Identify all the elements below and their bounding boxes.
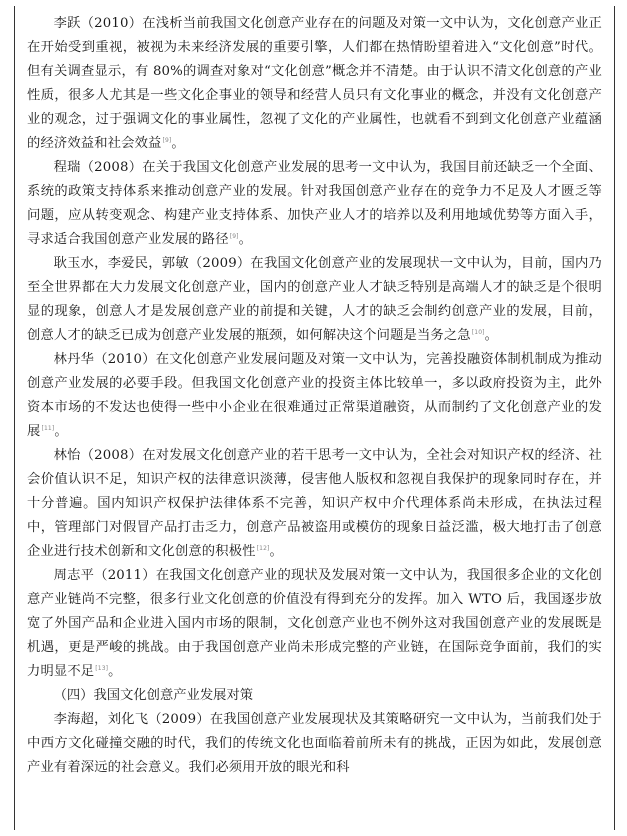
paragraph-zhouzhiping: 周志平（2011）在我国文化创意产业的现状及发展对策一文中认为，我国很多企业的文化创意产业链尚不完整，很多行业文化创意的价值没有得到充分的发挥。加入 WTO 后，我国逐步放宽了外国产品和企业进入国内市场的限制，文化创意产业也不例外这对我国创意产业的发展既是机遇，更是严峻的挑战。由于我国创意产业尚未形成完整的产业链，在国际竞争面前，我们的实力明显不足[13]。 bbox=[27, 568, 602, 679]
citation-ref: [9] bbox=[162, 136, 172, 144]
citation-ref: [12] bbox=[256, 544, 270, 552]
citation-ref: [10] bbox=[471, 328, 485, 336]
citation-ref: [13] bbox=[95, 664, 109, 672]
paragraph-liyue: 李跃（2010）在浅析当前我国文化创意产业存在的问题及对策一文中认为，文化创意产业正在开始受到重视，被视为未来经济发展的重要引擎，人们都在热情盼望着进入“文化创意”时代。但有关调查显示，有 80%的调查对象对“文化创意”概念并不清楚。由于认识不清文化创意的产业性质，很多人尤其是一些文化企事业的领导和经营人员只有文化事业的概念，并没有文化创意产业的观念，过于强调文化的事业属性，忽视了文化的产业属性，也就看不到到文化创意产业蕴涵的经济效益和社会效益[9]。 bbox=[27, 16, 602, 151]
document-page bbox=[14, 6, 615, 830]
paragraph-linyi: 林怡（2008）在对发展文化创意产业的若干思考一文中认为，全社会对知识产权的经济、社会价值认识不足，知识产权的法律意识淡薄，侵害他人版权和忽视自我保护的现象同时存在，并十分普遍。国内知识产权保护法律体系不完善，知识产权中介代理体系尚未形成，在执法过程中，管理部门对假冒产品打击乏力，创意产品被盗用或模仿的现象日益泛滥，极大地打击了创意企业进行技术创新和文化创意的积极性[12]。 bbox=[27, 448, 602, 559]
paragraph-gengyushui: 耿玉水，李爱民，郭敏（2009）在我国文化创意产业的发展现状一文中认为，目前，国内乃至全世界都在大力发展文化创意产业，国内的创意产业人才缺乏特别是高端人才的缺乏是个很明显的现象，创意人才是发展创意产业的前提和关键，人才的缺乏会制约创意产业的发展，目前，创意人才的缺乏已成为创意产业发展的瓶颈，如何解决这个问题是当务之急[10]。 bbox=[27, 256, 602, 343]
section-heading: （四）我国文化创意产业发展对策 bbox=[53, 688, 254, 703]
paragraph-chengrui: 程瑞（2008）在关于我国文化创意产业发展的思考一文中认为，我国目前还缺乏一个全面、系统的政策支持体系来推动创意产业的发展。针对我国创意产业存在的竞争力不足及人才匮乏等问题，应从转变观念、构建产业支持体系、加快产业人才的培养以及利用地域优势等方面入手，寻求适合我国创意产业发展的路径[9]。 bbox=[27, 160, 602, 247]
citation-ref: [9] bbox=[229, 232, 239, 240]
citation-ref: [11] bbox=[41, 424, 55, 432]
paragraph-lihaichao: 李海超，刘化飞（2009）在我国创意产业发展现状及其策略研究一文中认为，当前我们处于中西方文化碰撞交融的时代，我们的传统文化也面临着前所未有的挑战，正因为如此，发展创意产业有着深远的社会意义。我们必须用开放的眼光和科 bbox=[27, 712, 602, 775]
paragraph-lindanhua: 林丹华（2010）在文化创意产业发展问题及对策一文中认为，完善投融资体制机制成为推动创意产业发展的必要手段。但我国文化创意产业的投资主体比较单一，多以政府投资为主，此外资本市场的不发达也使得一些中小企业在很难通过正常渠道融资，从而制约了文化创意产业的发展[11]。 bbox=[27, 352, 602, 439]
